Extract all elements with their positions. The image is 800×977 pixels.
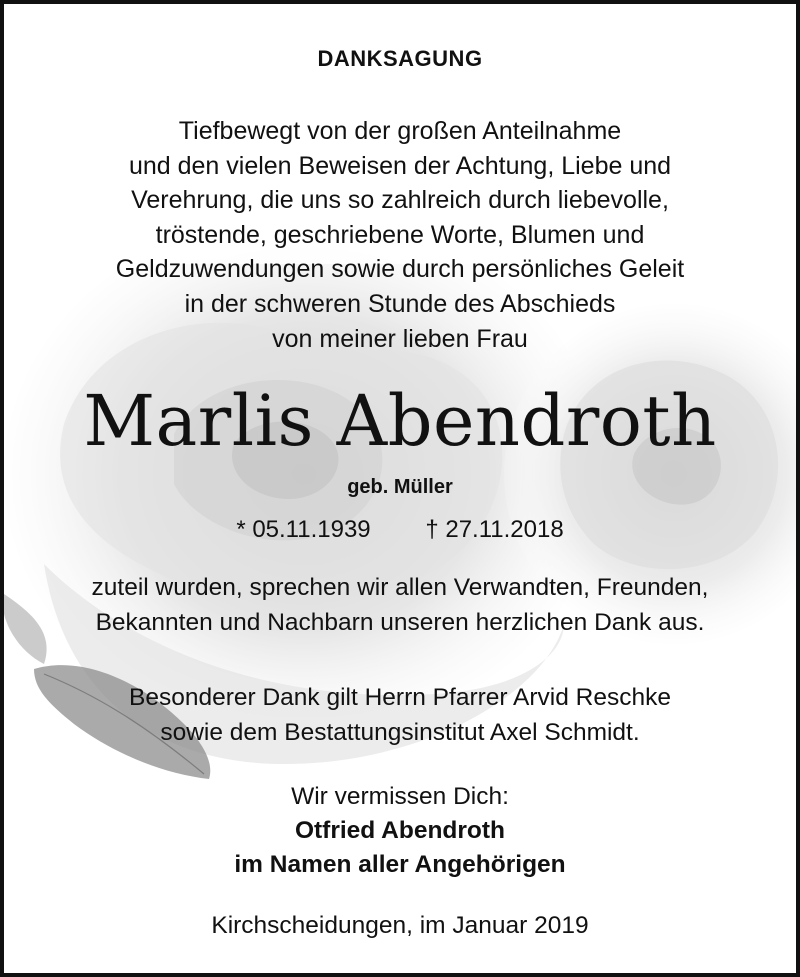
intro-line: Tiefbewegt von der großen Anteilnahme xyxy=(178,117,622,145)
closing-block xyxy=(4,780,796,882)
intro-line: Verehrung, die uns so zahlreich durch liebevolle, xyxy=(131,186,669,215)
intro-line: tröstende, geschriebene Worte, Blumen und xyxy=(155,220,645,249)
place-date: Kirchscheidungen, im Januar 2019 xyxy=(211,912,589,939)
death-date: † 27.11.2018 xyxy=(425,516,564,543)
intro-line: und den vielen Beweisen der Achtung, Liebe und xyxy=(128,151,672,180)
maiden-name: geb. Müller xyxy=(347,476,453,498)
birth-date: * 05.11.1939 xyxy=(236,516,371,543)
closing-phrase: Wir vermissen Dich: xyxy=(291,783,509,810)
deceased-name: Marlis Abendroth xyxy=(83,380,717,462)
notice-heading: DANKSAGUNG xyxy=(317,46,483,71)
thanks-line: zuteil wurden, sprechen wir allen Verwandten, Freunden, xyxy=(91,574,709,601)
special-thanks-line: sowie dem Bestattungsinstitut Axel Schmidt. xyxy=(160,719,640,746)
life-dates xyxy=(4,516,796,544)
special-thanks-text xyxy=(4,680,796,750)
thanks-line: Bekannten und Nachbarn unseren herzlichen Dank aus. xyxy=(95,609,705,636)
notice-content xyxy=(4,4,796,973)
on-behalf-line: im Namen aller Angehörigen xyxy=(234,851,566,878)
intro-line: von meiner lieben Frau xyxy=(272,324,528,353)
intro-line: Geldzuwendungen sowie durch persönliches Geleit xyxy=(115,255,685,284)
intro-text xyxy=(4,114,796,356)
thanks-text xyxy=(4,570,796,640)
signatory-name: Otfried Abendroth xyxy=(294,817,506,844)
intro-line: in der schweren Stunde des Abschieds xyxy=(184,289,616,318)
special-thanks-line: Besonderer Dank gilt Herrn Pfarrer Arvid Reschke xyxy=(129,684,671,711)
